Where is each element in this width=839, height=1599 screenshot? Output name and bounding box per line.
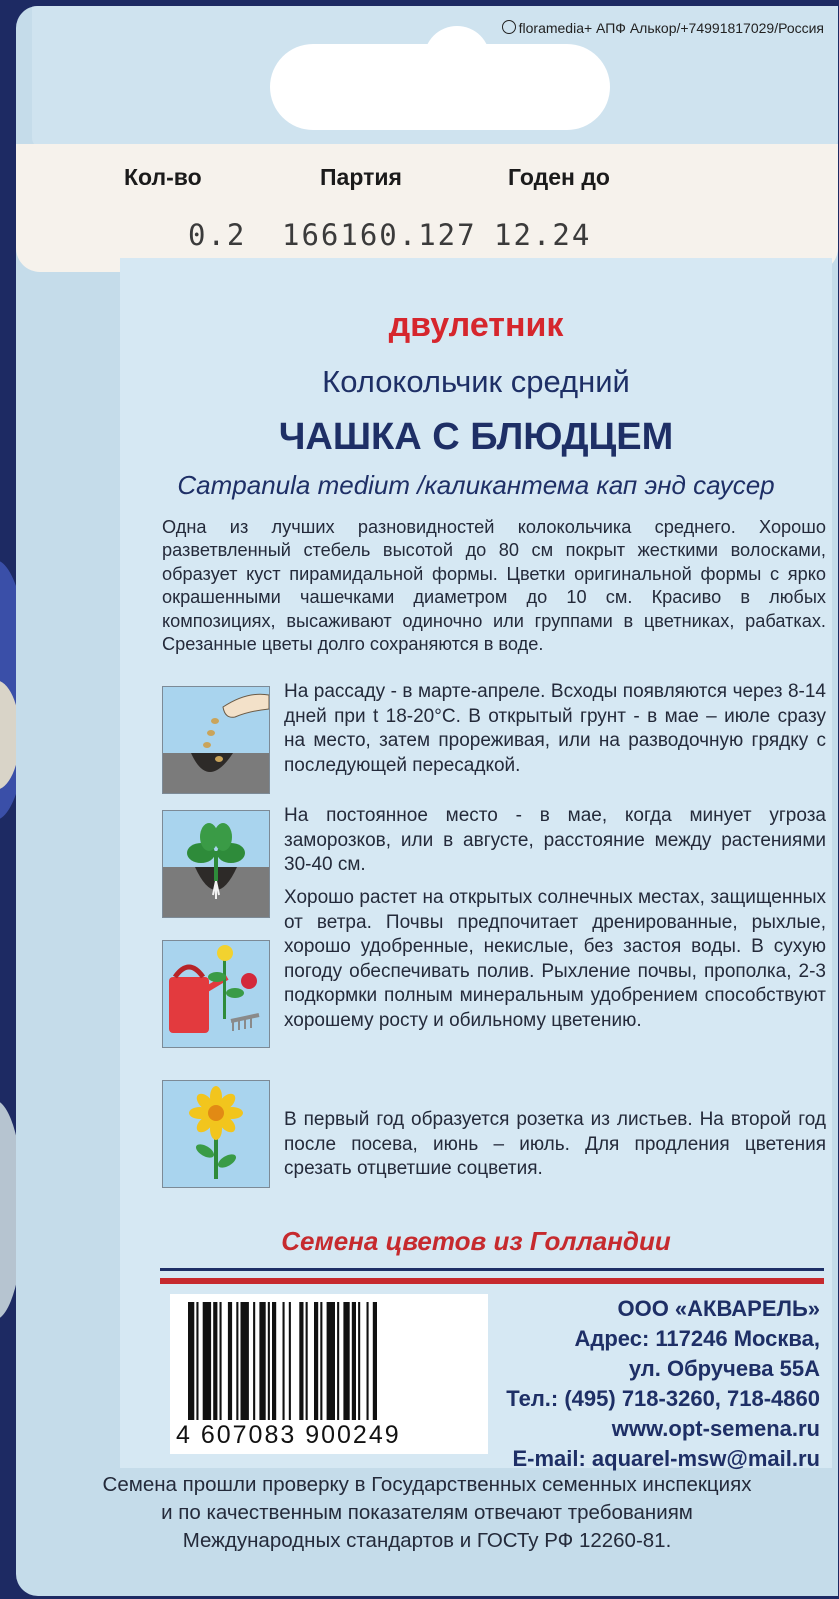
publisher-line: floramedia+ АПФ Алькор/+74991817029/Россия [502,20,824,36]
barcode-bar [343,1302,349,1420]
company-name: ООО «АКВАРЕЛЬ» [617,1296,820,1321]
barcode-bar [306,1302,308,1420]
flower-icon [162,1080,270,1188]
latin-name: Campanula medium /каликантема кап энд саусер [177,470,775,500]
variety-title: ЧАШКА С БЛЮДЦЕМ [278,416,674,458]
header-strip [32,6,838,148]
barcode-bar [352,1302,356,1420]
barcode-bar [203,1302,211,1420]
barcode-bar [259,1302,265,1420]
qty-value: 0.2 [188,218,247,252]
company-phone: Тел.: (495) 718-3260, 718-4860 [506,1386,820,1411]
barcode [170,1294,488,1454]
company-email: E-mail: aquarel-msw@mail.ru [512,1446,820,1471]
barcode-bar [272,1302,276,1420]
company-contact [490,1294,820,1474]
flowering-notes: В первый год образуется розетка из листьев. На второй год после посева, июнь – июль. Для продления цветения срезать отцветшие соцветия. [284,1109,826,1180]
slogan: Семена цветов из Голландии [281,1226,671,1256]
company-street: ул. Обручева 55А [628,1356,820,1381]
certification-line: Семена прошли проверку в Государственных семенных инспекциях [102,1473,752,1496]
species-title: Колокольчик средний [322,364,630,399]
certification-notice [16,1471,838,1555]
barcode-bar [220,1302,222,1420]
barcode-number: 4 607083 900249 [176,1421,401,1449]
barcode-bar [358,1302,360,1420]
barcode-bar [299,1302,303,1420]
barcode-bar [367,1302,369,1420]
barcode-bar [241,1302,249,1420]
certification-line: Международных стандартов и ГОСТу РФ 12260-81. [182,1529,672,1552]
description: Одна из лучших разновидностей колокольчика среднего. Хорошо разветвленный стебель высотой до 80 см покрыт жесткими волосками, образует куст пирамидальной формы. Цветки оригинальной формы с ярко окрашенными чашечками диаметром до 10 см. Красиво в любых композициях, высаживают одиночно или группами в цветниках, рабатках. Срезанные цветы долго сохраняются в воде. [162,517,826,655]
barcode-bar [320,1302,322,1420]
sowing-seeds-icon [162,686,270,794]
barcode-bar [236,1302,238,1420]
planting-instructions: На постоянное место - в мае, когда минует угроза заморозков, или в августе, расстояние между растениями 30-40 см. [284,805,826,876]
company-website: www.opt-semena.ru [611,1416,820,1441]
barcode-bar [268,1302,270,1420]
divider [160,1278,824,1284]
batch-value: 166160.127 [282,218,477,252]
watering-can-icon [162,940,270,1048]
floramedia-logo-icon [502,20,516,34]
barcode-bar [373,1302,377,1420]
batch-label: Партия [320,164,402,190]
expiry-label: Годен до [508,164,610,190]
barcode-bar [196,1302,198,1420]
care-instructions: Хорошо растет на открытых солнечных местах, защищенных от ветра. Почвы предпочитает дренированные, рыхлые, хорошо удобренные, некислые, без застоя воды. В сухую погоду обеспечивать полив. Рыхление почвы, прополка, 2-3 подкормки полным минеральным удобрением способствуют хорошему росту и обильному цветению. [284,887,826,1031]
barcode-bar [213,1302,217,1420]
content-panel [120,258,832,1471]
barcode-bar [228,1302,232,1420]
barcode-bar [253,1302,255,1420]
barcode-bar [188,1302,194,1420]
barcode-bar [289,1302,291,1420]
qty-label: Кол-во [124,164,202,190]
barcode-bar [337,1302,339,1420]
barcode-bar [327,1302,335,1420]
category-title: двулетник [388,306,564,344]
barcode-bar [314,1302,318,1420]
expiry-value: 12.24 [494,218,592,252]
company-address: Адрес: 117246 Москва, [574,1326,820,1351]
seedling-icon [162,810,270,918]
seed-packet-back [16,6,838,1596]
batch-info-box [16,144,838,272]
divider [160,1268,824,1271]
certification-line: и по качественным показателям отвечают требованиям [161,1501,693,1524]
barcode-bar [283,1302,285,1420]
sowing-instructions: На рассаду - в марте-апреле. Всходы появляются через 8-14 дней при t 18-20°C. В открытый грунт - в мае – июле сразу на место, затем прореживая, или на разводочную грядку с последующей пересадкой. [284,681,826,776]
hang-hole [270,44,610,130]
